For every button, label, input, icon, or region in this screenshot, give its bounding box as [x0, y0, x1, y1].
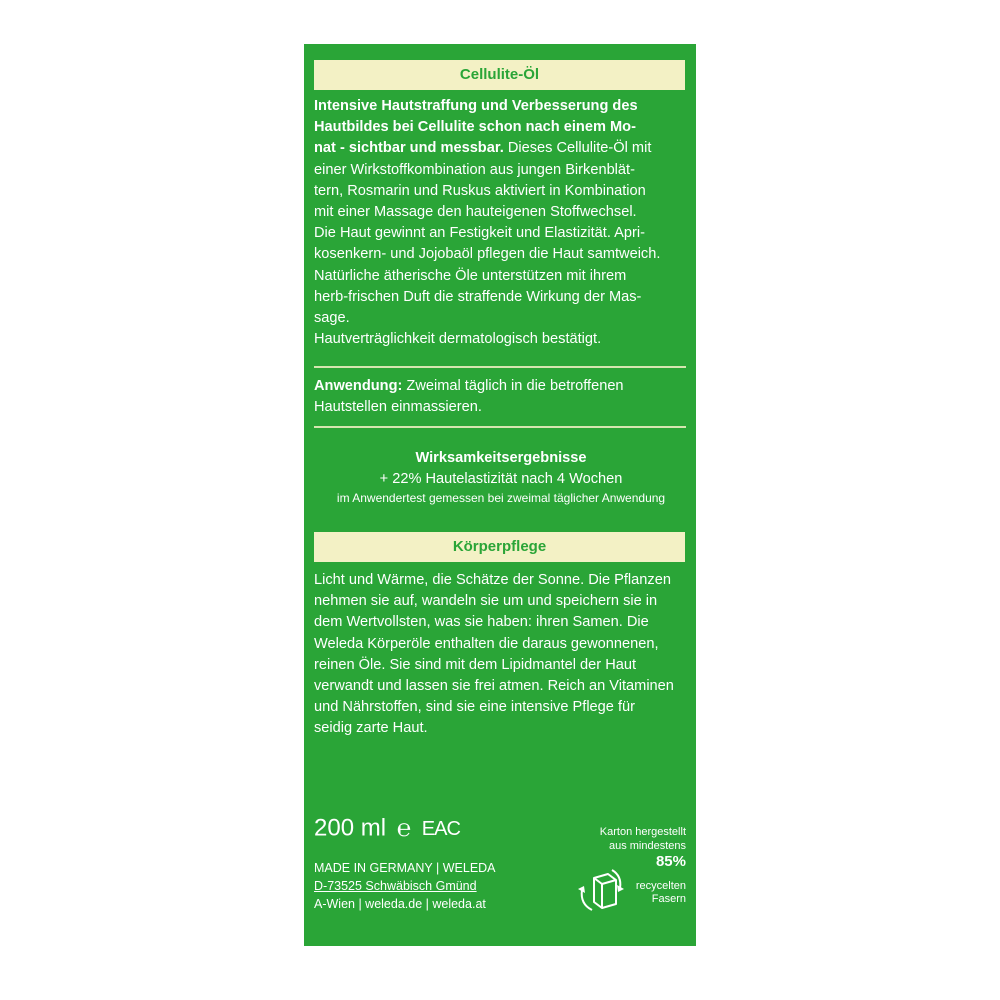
- results-note: im Anwendertest gemessen bei zweimal täglicher Anwendung: [336, 491, 666, 506]
- intro-line: einer Wirkstoffkombination aus jungen Birkenblät-: [314, 161, 635, 178]
- divider: [314, 426, 686, 428]
- intro-line: kosenkern- und Jojobaöl pflegen die Haut samtweich.: [314, 246, 661, 263]
- intro-line: Die Haut gewinnt an Festigkeit und Elastizität. Apri-: [314, 225, 645, 242]
- estimated-sign-icon: ℮: [396, 814, 412, 842]
- manufacturer-info: [314, 859, 496, 913]
- recycle-box-icon: [572, 862, 630, 916]
- body-line: Licht und Wärme, die Schätze der Sonne. Die Pflanzen: [314, 572, 671, 588]
- intro-text: [314, 96, 688, 350]
- usage-line-2: Hautstellen einmassieren.: [314, 399, 482, 416]
- product-box-back: [304, 44, 696, 946]
- results-block: [314, 448, 688, 506]
- body-line: nehmen sie auf, wandeln sie um und speichern sie in: [314, 593, 658, 610]
- usage-instruction: Zweimal täglich in die betroffenen: [402, 378, 624, 394]
- intro-line: herb-frischen Duft die straffende Wirkung der Mas-: [314, 288, 642, 305]
- recycle-percent: 85%: [655, 853, 686, 870]
- divider: [314, 366, 686, 368]
- header-title: Cellulite-Öl: [459, 66, 540, 83]
- volume-row: [314, 814, 460, 843]
- intro-line-3-rest: Dieses Cellulite-Öl mit: [503, 140, 652, 157]
- intro-line: tern, Rosmarin und Ruskus aktiviert in Kombination: [314, 182, 646, 199]
- usage-label: Anwendung:: [314, 378, 403, 394]
- intro-bold-line-3: nat - sichtbar und messbar.: [314, 140, 504, 157]
- intro-line: sage.: [314, 310, 350, 327]
- recycle-info-2: [624, 880, 686, 906]
- intro-line: mit einer Massage den hauteigenen Stoffwechsel.: [314, 204, 637, 221]
- body-line: und Nährstoffen, sind sie eine intensive Pflege für: [314, 699, 635, 716]
- volume: 200 ml: [314, 814, 387, 842]
- body-line: seidig zarte Haut.: [314, 720, 428, 737]
- usage-text: [314, 376, 688, 418]
- results-value: + 22% Hautelastizität nach 4 Wochen: [379, 471, 623, 488]
- recycle-line-3: recycelten: [635, 880, 686, 892]
- intro-line: Natürliche ätherische Öle unterstützen mit ihrem: [314, 267, 627, 284]
- recycle-line-2: aus mindestens: [608, 839, 686, 852]
- intro-bold-line-1: Intensive Hautstraffung und Verbesserung des: [314, 98, 638, 114]
- recycle-line-4: Fasern: [651, 893, 686, 905]
- body-text: [314, 570, 688, 740]
- usage-line-1: [314, 376, 688, 397]
- made-line: MADE IN GERMANY | WELEDA: [314, 861, 496, 875]
- made-line: D-73525 Schwäbisch Gmünd: [314, 879, 477, 893]
- intro-line: Hautverträglichkeit dermatologisch bestätigt.: [314, 331, 602, 348]
- made-line: A-Wien | weleda.de | weleda.at: [314, 897, 486, 911]
- body-line: verwandt und lassen sie frei atmen. Reich an Vitaminen: [314, 678, 674, 695]
- section-title: Körperpflege: [452, 538, 547, 555]
- recycle-line-1: Karton hergestellt: [599, 826, 686, 838]
- body-line: dem Wertvollsten, was sie haben: ihren Samen. Die: [314, 614, 649, 631]
- body-line: reinen Öle. Sie sind mit dem Lipidmantel der Haut: [314, 656, 637, 673]
- section-banner: [314, 532, 685, 562]
- header-banner: [314, 60, 685, 90]
- results-title: Wirksamkeitsergebnisse: [415, 450, 587, 466]
- intro-bold-line-2: Hautbildes bei Cellulite schon nach einem Mo-: [314, 119, 636, 136]
- eac-mark-icon: EAC: [421, 817, 460, 840]
- body-line: Weleda Körperöle enthalten die daraus gewonnenen,: [314, 635, 659, 652]
- intro-line-3: [314, 138, 688, 159]
